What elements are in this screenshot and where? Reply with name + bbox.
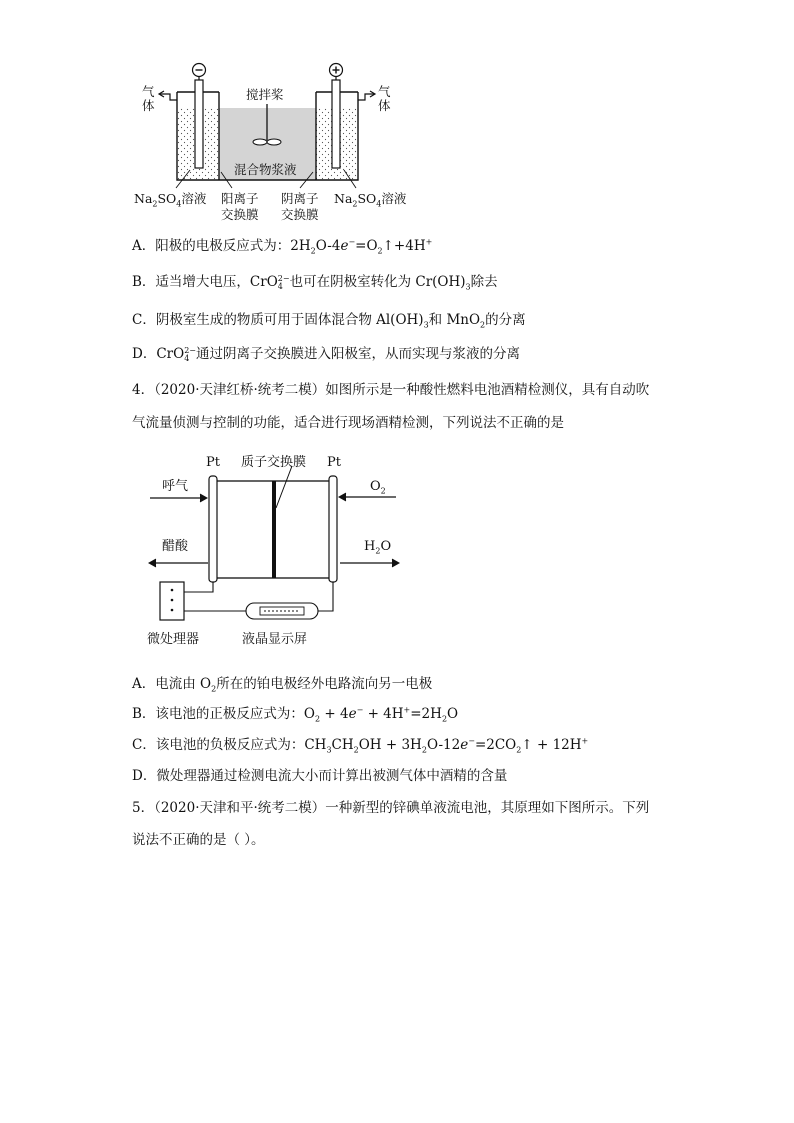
q5-stem-line-2: 说法不正确的是（ ）。: [132, 832, 265, 848]
na2so4-left-label: $Na_2SO_4$溶液: [134, 191, 207, 209]
processor-label: 微处理器: [147, 632, 200, 647]
slurry-label: 混合物浆液: [234, 162, 297, 177]
q5-stem-line-1: 5．（2020·天津和平·统考二模）一种新型的锌碘单液流电池，其原理如下图所示。下列: [132, 800, 650, 816]
stirrer-label: 搅拌桨: [246, 87, 284, 102]
pt-right-label: Pt: [327, 455, 341, 470]
q3-option-b: B．适当增大电压，CrO 2− 4 也可在阴极室转化为 $Cr(OH)_3$除去: [132, 273, 498, 292]
q4-option-c: C．该电池的负极反应式为：$CH_3CH_2OH$ + $3H_2O-12e^-=2CO_2↑ + 12H^+$: [132, 736, 589, 755]
gas-left-label-2: 体: [142, 98, 155, 113]
pt-left-label: Pt: [206, 455, 220, 470]
anion-membrane-label-1: 阴离子: [281, 191, 319, 206]
q4-option-b: B．该电池的正极反应式为：$O_2 + 4e^- + 4H^+=2H_2O$: [132, 705, 459, 724]
q4-stem-line-2: 气流量侦测与控制的功能，适合进行现场酒精检测，下列说法不正确的是: [132, 415, 564, 431]
membrane-label: 质子交换膜: [241, 455, 307, 470]
cation-membrane-label-2: 交换膜: [221, 207, 259, 222]
q4-stem-line-1: 4．（2020·天津红桥·统考二模）如图所示是一种酸性燃料电池酒精检测仪，具有自动吹: [132, 382, 650, 398]
acetic-acid-label: 醋酸: [162, 539, 189, 554]
q3-option-a: A．阳极的电极反应式为：$2H_2O-4e^-=O_2↑+4H^+$: [132, 237, 433, 256]
lcd-label: 液晶显示屏: [242, 632, 308, 647]
q4-option-d: D．微处理器通过检测电流大小而计算出被测气体中酒精的含量: [132, 768, 508, 784]
o2-label: $O_2$: [370, 479, 386, 496]
breath-label: 呼气: [162, 479, 189, 494]
q3-option-c: C．阴极室生成的物质可用于固体混合物 $Al(OH)_3$和 MnO$_2$的分离: [132, 312, 526, 330]
gas-right-label-2: 体: [378, 98, 391, 113]
na2so4-right-label: $Na_2SO_4$溶液: [334, 191, 407, 209]
gas-right-label-1: 气: [378, 84, 391, 99]
cation-membrane-label-1: 阳离子: [221, 191, 259, 206]
gas-left-label-1: 气: [142, 84, 155, 99]
anion-membrane-label-2: 交换膜: [281, 207, 319, 222]
q4-option-a: A．电流由 $O_2$所在的铂电极经外电路流向另一电极: [132, 676, 433, 694]
h2o-label: $H_2O$: [364, 539, 392, 556]
q3-option-d: D．CrO 2− 4 通过阴离子交换膜进入阳极室，从而实现与浆液的分离: [132, 345, 520, 363]
